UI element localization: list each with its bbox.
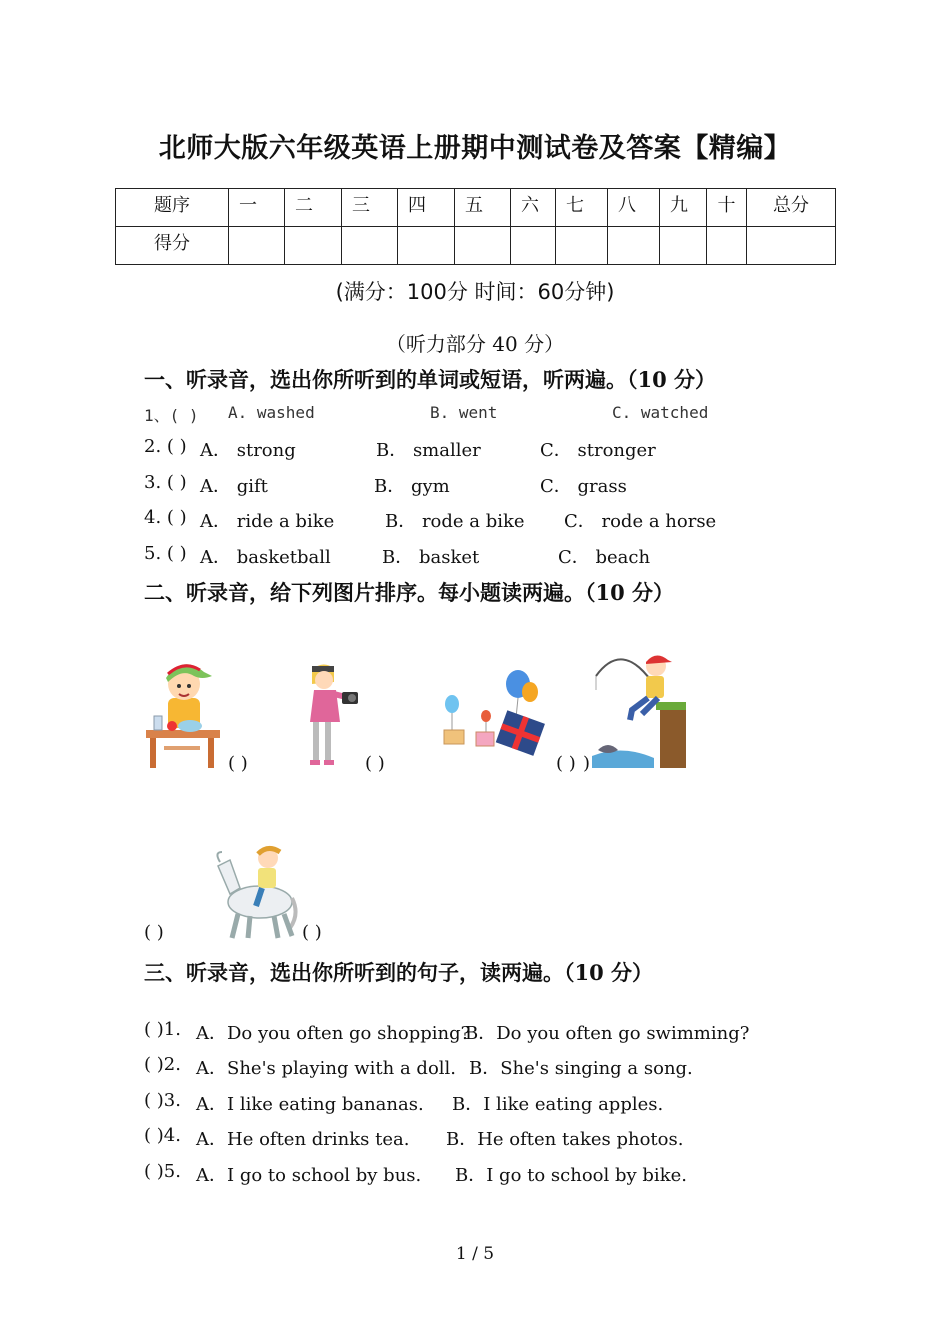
s1-q3-option-c: C． grass [540,476,627,497]
header-cell-6: 六 [511,189,556,227]
header-cell-1: 一 [229,189,285,227]
score-cell[interactable] [398,227,455,265]
s1-q3-num[interactable]: 3. ( ) [144,472,187,493]
s3-q4-num[interactable]: ( )4. [144,1125,181,1146]
header-cell-5: 五 [455,189,511,227]
s1-q4-option-c: C． rode a horse [564,511,717,532]
section1-heading: 一、听录音，选出你所听到的单词或短语，听两遍。（10 分） [144,367,717,392]
s3-q2-num[interactable]: ( )2. [144,1054,181,1075]
section2-heading: 二、听录音，给下列图片排序。每小题读两遍。（10 分） [144,580,675,605]
score-table-score-row [116,227,836,265]
s3-q2-option-b: B．She's singing a song. [469,1058,693,1079]
s1-q5-num[interactable]: 5. ( ) [144,543,187,564]
s2-answer-4-close: ) [583,753,591,774]
score-cell[interactable] [285,227,342,265]
page-title: 北师大版六年级英语上册期中测试卷及答案【精编】 [158,133,792,164]
s1-q2-num[interactable]: 2. ( ) [144,436,187,457]
score-row-label: 得分 [116,227,229,265]
s3-q3-num[interactable]: ( )3. [144,1090,181,1111]
s2-answer-5[interactable]: ( ) [144,922,164,943]
s1-q1-option-c: C. watched [612,403,709,422]
s1-q2-option-b: B． smaller [376,440,481,461]
section3-heading: 三、听录音，选出你所听到的句子，读两遍。（10 分） [144,960,654,985]
header-cell-4: 四 [398,189,455,227]
score-cell[interactable] [660,227,707,265]
s1-q1-num[interactable]: 1、( ) [144,406,199,425]
s3-q1-option-b: B．Do you often go swimming? [465,1023,750,1044]
score-cell[interactable] [608,227,660,265]
gifts-balloons-picture [440,668,550,760]
header-cell-8: 八 [608,189,660,227]
s1-q2-option-c: C． stronger [540,440,656,461]
boy-riding-horse-picture [208,844,300,940]
s1-q5-option-b: B． basket [382,547,480,568]
s1-q3-option-a: A． gift [200,476,268,497]
s3-q4-option-a: A．He often drinks tea. [196,1129,410,1150]
s2-answer-2[interactable]: ( ) [365,753,385,774]
s3-q1-num[interactable]: ( )1. [144,1019,181,1040]
page-number: 1 / 5 [455,1244,495,1264]
header-cell-total: 总分 [747,189,836,227]
s1-q5-option-a: A． basketball [200,547,331,568]
s3-q3-option-a: A．I like eating bananas. [196,1094,424,1115]
s3-q4-option-b: B．He often takes photos. [446,1129,684,1150]
score-cell[interactable] [707,227,747,265]
score-cell[interactable] [229,227,285,265]
score-cell[interactable] [342,227,398,265]
s3-q3-option-b: B．I like eating apples. [452,1094,664,1115]
header-cell-9: 九 [660,189,707,227]
score-time-note: (满分：100分 时间：60分钟) [335,280,615,304]
header-cell-xuhao: 题序 [116,189,229,227]
girl-camera-picture [300,660,362,768]
score-cell[interactable] [511,227,556,265]
s1-q2-option-a: A． strong [200,440,296,461]
s1-q4-option-a: A． ride a bike [200,511,335,532]
s3-q5-option-a: A．I go to school by bus. [196,1165,422,1186]
s1-q4-option-b: B． rode a bike [385,511,525,532]
s1-q1-option-b: B. went [430,403,498,422]
score-table-header-row [116,189,836,227]
header-cell-7: 七 [556,189,608,227]
s1-q1-option-a: A. washed [228,403,315,422]
s3-q5-option-b: B．I go to school by bike. [455,1165,687,1186]
header-cell-3: 三 [342,189,398,227]
s1-q3-option-b: B． gym [374,476,450,497]
boy-fishing-picture [592,646,686,768]
s1-q5-option-c: C． beach [558,547,651,568]
score-cell[interactable] [455,227,511,265]
s3-q1-option-a: A．Do you often go shopping? [196,1023,471,1044]
s3-q2-option-a: A．She's playing with a doll. [196,1058,457,1079]
boy-eating-picture [142,654,224,770]
score-table [115,188,836,265]
listening-part-label: （听力部分 40 分） [385,332,565,356]
s3-q5-num[interactable]: ( )5. [144,1161,181,1182]
s1-q4-num[interactable]: 4. ( ) [144,507,187,528]
score-cell[interactable] [556,227,608,265]
s2-answer-3[interactable]: ( ) [556,753,576,774]
s2-answer-6[interactable]: ( ) [302,922,322,943]
header-cell-2: 二 [285,189,342,227]
score-cell[interactable] [747,227,836,265]
s2-answer-1[interactable]: ( ) [228,753,248,774]
header-cell-10: 十 [707,189,747,227]
